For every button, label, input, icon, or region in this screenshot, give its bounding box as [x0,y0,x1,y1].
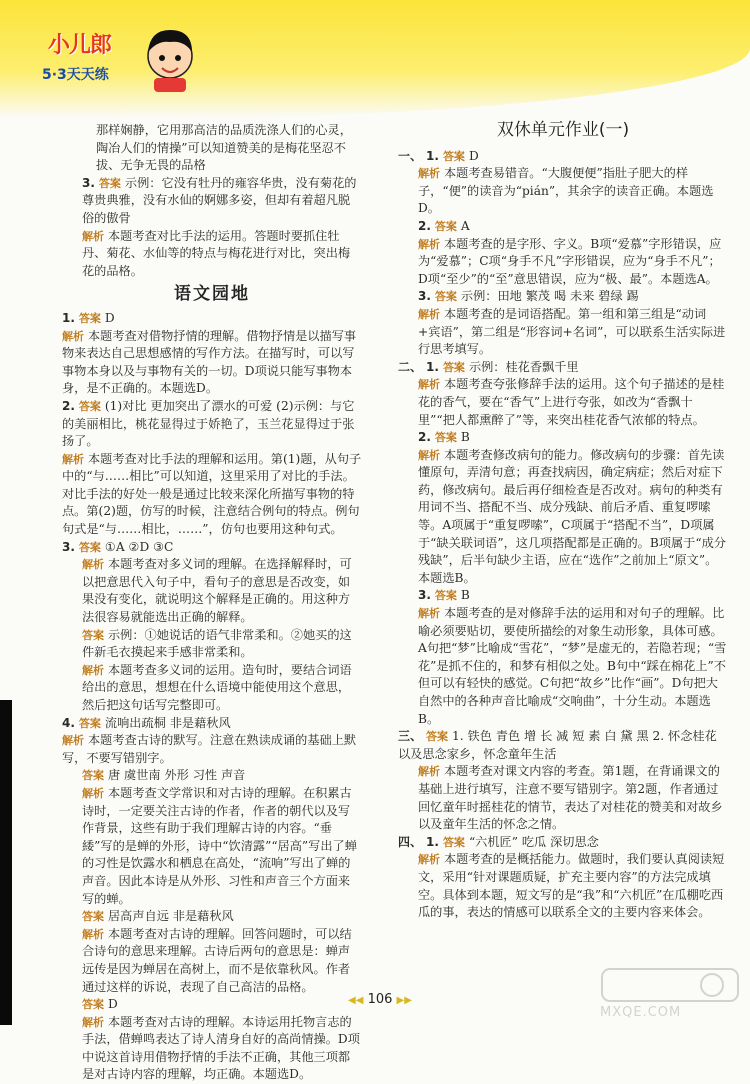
answer-label: 答案 [434,431,457,445]
watermark [600,965,740,1021]
answer-label: 答案 [426,730,449,744]
analysis-label: 解析 [82,1015,104,1029]
section-number: 三、 [398,729,423,744]
section-number: 二、 [398,359,423,374]
analysis-label: 解析 [418,237,440,251]
answer-text: D [468,148,479,163]
analysis-text: 本题考查多义词的运用。造句时，要结合词语给出的意思，想想在什么语境中能使用这个意思，然后把这句话写完整即可。 [82,662,352,712]
question-number: 3. [418,289,431,304]
section-title: 语文园地 [174,284,250,305]
answer-label: 答案 [442,360,465,374]
answer-text: 居高声自远 非是藉秋风 [108,909,234,924]
answer-label: 答案 [82,628,104,642]
answer-text: 示例：它没有牡丹的雍容华贵，没有菊花的尊贵典雅，没有水仙的婀娜多姿，但却有着超凡脱俗的傲骨 [82,175,357,225]
answer-text: 示例：桂花香飘千里 [468,359,579,374]
answer-text: D [104,310,115,325]
analysis-text: 本题考查的是概括能力。做题时，我们要认真阅读短文，采用“针对课题质疑，扩充主要内容”的方法完成填空。具体到本题，短文写的是“我”和“六机匠”在瓜棚吃西瓜的事，表达的情感可以联系全文的主要内容来体会。 [418,852,725,920]
analysis-text: 本题考查的是对修辞手法的运用和对句子的理解。比喻必须要贴切，要使所描绘的对象生动形象，具体可感。A句把“梦”比喻成“雪花”，“梦”是虚无的，若隐若现；“雪花”是抓不住的，和梦有相似之处。B句中“踩在棉花上”不但可以有轻快的感觉。C句把“故乡”比作“画”。D句把大自然中的各种声音比喻成“交响曲”，十分生动。本题选B。 [418,606,727,726]
answer-label: 答案 [78,311,101,325]
section-number: 四、 [398,834,423,849]
answer-label: 答案 [78,716,101,730]
analysis-text: 本题考查对比手法的运用。答题时要抓住牡丹、菊花、水仙等的特点与梅花进行对比，突出梅花的品格。 [82,228,351,278]
analysis-text: 本题考查夸张修辞手法的运用。这个句子描述的是桂花的香气，要在“香气”上进行夸张，如改为“香飘十里”“把人都熏醉了”等，来突出桂花香气浓郁的特点。 [418,377,725,427]
answer-text: D [108,997,118,1012]
answer-text: ①A ②D ③C [104,539,174,554]
question-number: 2. [62,398,75,413]
answer-text: B [460,430,470,445]
question-number: 2. [418,218,431,233]
arrow-right-icon: ▶▶ [396,995,412,1006]
analysis-label: 解析 [418,448,440,462]
brand-logo [40,22,190,102]
analysis-text: 本题考查对古诗的理解。回答问题时，可以结合诗句的意思来理解。古诗后两句的意思是：蝉声远传是因为蝉居在高树上，而不是依靠秋风。作者通过这样的诉说，表现了自己高洁的品格。 [82,926,352,994]
question-number: 1. [426,148,439,163]
analysis-label: 解析 [418,167,440,181]
question-number: 4. [62,715,75,730]
answer-text: “六机匠” 吃瓜 深切思念 [468,834,599,849]
analysis-text: 本题考查易错音。“大腹便便”指肚子肥大的样子，“便”的读音为“pián”，其余字的读音正确。本题选D。 [418,166,714,216]
answer-text: 唐 虞世南 外形 习性 声音 [108,768,246,783]
analysis-label: 解析 [82,927,104,941]
question-number: 3. [418,588,431,603]
analysis-label: 解析 [418,378,440,392]
analysis-text: 本题考查对借物抒情的理解。借物抒情是以描写事物来表达自己思想感情的写作方法。在描写时，可以写事物本身以及与事物有关的一切。D项说只能写事物本身，是不正确的。本题选D。 [62,328,357,396]
analysis-text: 本题考查古诗的默写。注意在熟读成诵的基础上默写，不要写错别字。 [62,733,357,765]
left-column [62,122,362,1084]
answer-label: 答案 [434,290,457,304]
page-number-text: 106 [367,992,393,1007]
logo-subtitle: 5·3天天练 [42,67,109,83]
scan-edge-shadow [0,700,12,1025]
answer-text: B [460,588,470,603]
answer-label: 答案 [78,399,101,413]
answer-label: 答案 [82,998,104,1012]
answer-text: 流响出疏桐 非是藉秋风 [104,715,231,730]
analysis-label: 解析 [418,307,440,321]
answer-label: 答案 [434,589,457,603]
analysis-text: 本题考查修改病句的能力。修改病句的步骤：首先读懂原句，弄清句意；再查找病因，确定病症；然后对症下药，修改病句。最后再仔细检查是否改对。病句的种类有用词不当、搭配不当、成分残缺、前后矛盾、重复啰嗦等。A项属于“重复啰嗦”，C项属于“搭配不当”，D项属于“缺关联词语”，这几项搭配都是正确的。B项属于“成分残缺”，后半句缺少主语，应在“选作”之前加上“原文”。本题选B。 [418,447,726,585]
analysis-text: 本题考查对多义词的理解。在选择解释时，可以把意思代入句子中，看句子的意思是否改变，如果没有变化，就说明这个解释是正确的。用这种方法很容易就能选出正确的解释。 [82,557,352,625]
answer-text: A [460,218,470,233]
question-number: 1. [62,310,75,325]
arrow-left-icon: ◀◀ [348,995,364,1006]
analysis-label: 解析 [62,452,84,466]
analysis-label: 解析 [82,786,104,800]
analysis-text: 本题考查文学常识和对古诗的理解。在积累古诗时，一定要关注古诗的作者，作者的朝代以及写作背景，这些有助于我们理解古诗的内容。“垂緌”写的是蝉的外形，诗中“饮清露”“居高”写出了蝉的习性是饮露水和栖息在高处，“流响”写出了蝉的声音。因此本诗是从外形、习性和声音三个方面来写的蝉。 [82,785,357,906]
analysis-label: 解析 [418,853,440,867]
answer-label: 答案 [82,769,104,783]
analysis-label: 解析 [418,765,440,779]
right-column [398,122,728,922]
analysis-text: 本题考查对古诗的理解。本诗运用托物言志的手法，借蝉鸣表达了诗人清身自好的高尚情操。D项中说这首诗用借物抒情的手法不正确，其他三项都是对古诗内容的理解，均正确。本题选D。 [82,1014,360,1082]
mascot-boy-icon [140,24,200,94]
page-title: 双休单元作业(一) [496,120,630,140]
analysis-text: 本题考查的是词语搭配。第一组和第三组是“动词+宾语”，第二组是“形容词+名词”，可以联系生活实际进行思考填写。 [418,306,726,357]
watermark-text: MXQE.COM [600,1005,682,1020]
answer-text: (1)对比 更加突出了漂水的可爱 (2)示例：与它的美丽相比，桃花显得过于娇艳了，玉兰花显得过于张扬了。 [62,398,355,449]
analysis-text: 本题考查对比手法的理解和运用。第(1)题，从句子中的“与……相比”可以知道，这里采用了对比的手法。对比手法的好处一般是通过比较来深化所描写事物的特点。第(2)题，仿写的时候，注意结合例句的特点。例句句式是“与……相比，……”，仿句也要用这种句式。 [62,451,362,537]
analysis-text: 本题考查对课文内容的考查。第1题，在背诵课文的基础上进行填写，注意不要写错别字。第2题，作者通过回忆童年时摇桂花的情节，表达了对桂花的赞美和对故乡以及童年生活的怀念之情。 [418,764,723,832]
intro-text: 那样娴静，它用那高洁的品质洗涤人们的心灵，陶冶人们的情操”可以知道赞美的是梅花坚忍不拔、无争无畏的品格 [96,123,352,173]
question-number: 3. [62,539,75,554]
question-number: 1. [426,834,439,849]
answer-label: 答案 [442,835,465,849]
analysis-label: 解析 [82,558,104,572]
answer-text: 示例：①她说话的语气非常柔和。②她买的这件新毛衣摸起来手感非常柔和。 [82,627,352,660]
answer-label: 答案 [78,540,101,554]
question-number: 2. [418,430,431,445]
analysis-label: 解析 [62,329,84,343]
answer-label: 答案 [434,219,457,233]
answer-text: 示例：田地 繁茂 喝 未来 碧绿 踢 [460,289,639,304]
answer-label: 答案 [442,149,465,163]
analysis-label: 解析 [82,663,104,677]
answer-text: 1. 铁色 青色 增 长 减 短 素 白 黛 黑 2. 怀念桂花以及思念家乡，怀念童年生活 [398,729,717,761]
watermark-logo-icon [600,965,740,1005]
answer-label: 答案 [82,910,104,924]
logo-title: 小儿郎 [48,33,112,58]
question-number: 1. [426,359,439,374]
page-number [340,992,420,1007]
answer-label: 答案 [98,176,121,190]
question-number: 3. [82,175,95,190]
analysis-text: 本题考查的是字形、字义。B项“爱慕”字形错误，应为“爱慕”；C项“身手不凡”字形错误，应为“身手不凡”；D项“至少”的“至”意思错误，应为“极、最”。本题选A。 [418,236,722,286]
analysis-label: 解析 [418,607,440,621]
analysis-label: 解析 [82,229,104,243]
analysis-label: 解析 [62,734,84,748]
section-number: 一、 [398,148,423,163]
